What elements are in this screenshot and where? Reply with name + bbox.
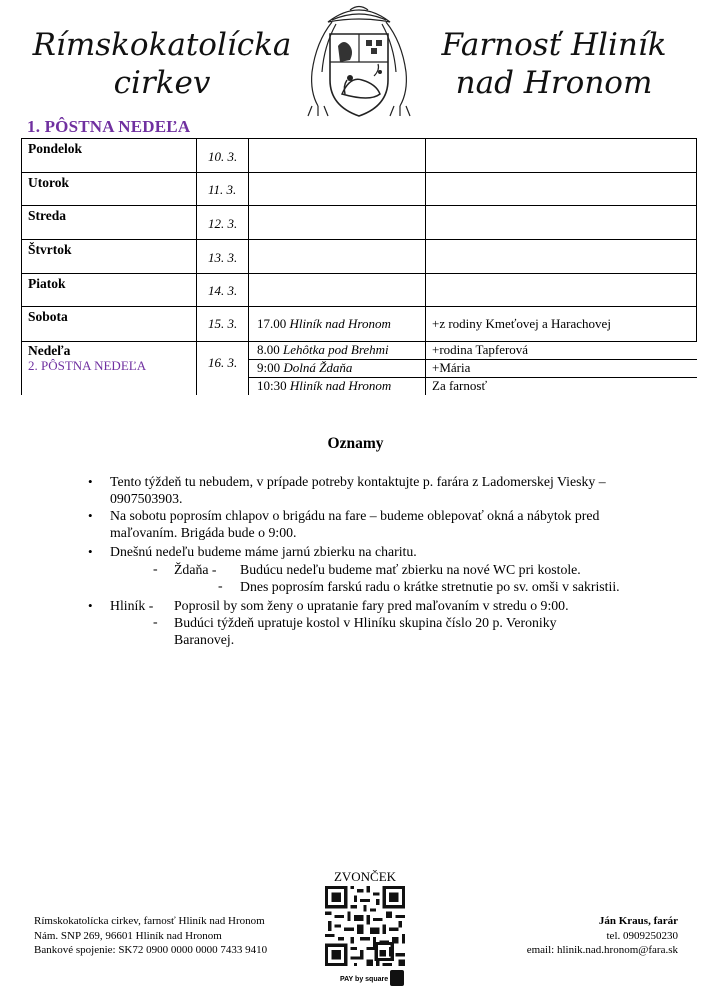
- dash-marker: -: [153, 614, 158, 629]
- mass-place: Lehôtka pod Brehmi: [283, 342, 389, 357]
- date-label: 11. 3.: [208, 182, 237, 197]
- table-border-right: [696, 138, 697, 342]
- dash-marker: -: [218, 578, 223, 593]
- footer-address: Nám. SNP 269, 96601 Hliník nad Hronom: [34, 929, 222, 942]
- hlinik-item-2-line2: Baranovej.: [174, 632, 235, 647]
- hlinik-item-2-line1: Budúci týždeň upratuje kostol v Hliníku skupina číslo 20 p. Veroniky: [174, 615, 557, 630]
- dash-marker: -: [153, 561, 158, 576]
- pay-by-square-logo-icon: [390, 970, 404, 986]
- footer-right: [430, 914, 678, 958]
- hlinik-label: Hliník -: [110, 598, 154, 613]
- announcement-2-line1: Na sobotu poprosím chlapov o brigádu na fare – budeme oblepovať okná a nábytok pred: [110, 508, 600, 523]
- bullet-icon: •: [88, 474, 93, 489]
- header-left-line2: cirkev: [113, 65, 211, 101]
- table-divider-1: [196, 138, 197, 395]
- bullet-icon: •: [88, 598, 93, 613]
- mass-entry: [257, 378, 391, 394]
- week-title: 1. PÔSTNA NEDEĽA: [27, 117, 191, 136]
- day-label: Štvrtok: [28, 242, 72, 257]
- day-label: Sobota: [28, 309, 68, 324]
- mass-place: Hliník nad Hronom: [289, 316, 391, 331]
- header-left-line1: Rímskokatolícka: [32, 27, 292, 63]
- mass-intention: +Mária: [432, 360, 471, 375]
- footer-bank: Bankové spojenie: SK72 0900 0000 0000 7433 9410: [34, 944, 268, 956]
- table-row-line: [21, 306, 697, 307]
- table-border-top: [21, 138, 697, 139]
- header-right: [414, 26, 694, 102]
- schedule-table: [21, 138, 697, 395]
- table-divider-3: [425, 138, 426, 395]
- zdana-item-2: Dnes poprosím farskú radu o krátke stretnutie po sv. omši v sakristii.: [240, 579, 620, 594]
- header-right-line2: nad Hronom: [455, 65, 653, 101]
- table-row-line: [21, 172, 697, 173]
- hlinik-item-1: Poprosil by som ženy o upratanie fary pred maľovaním v stredu o 9:00.: [174, 598, 569, 613]
- announcement-1-line1: Tento týždeň tu nebudem, v prípade potreby kontaktujte p. farára z Ladomerskej Viesky –: [110, 474, 606, 489]
- day-label: Utorok: [28, 175, 70, 190]
- date-label: 16. 3.: [208, 355, 238, 370]
- day-label: Streda: [28, 208, 67, 223]
- date-label: 10. 3.: [208, 149, 238, 164]
- header-left: [22, 26, 302, 102]
- qr-label: ZVONČEK: [333, 869, 397, 884]
- table-row-line: [21, 239, 697, 240]
- day-label: Pondelok: [28, 141, 83, 156]
- announcement-3: Dnešnú nedeľu budeme máme jarnú zbierku na charitu.: [110, 544, 417, 559]
- footer-email: email: hlinik.nad.hronom@fara.sk: [526, 944, 678, 956]
- pay-by-square-label: PAY by square: [340, 976, 389, 983]
- date-label: 13. 3.: [208, 250, 238, 265]
- table-divider-2: [248, 138, 249, 395]
- footer-phone: tel. 0909250230: [606, 929, 678, 942]
- table-border-left: [21, 138, 22, 395]
- announcements-title: Oznamy: [327, 435, 384, 452]
- mass-time: 10:30: [257, 378, 287, 393]
- mass-place: Dolná Ždaňa: [283, 360, 353, 375]
- announcement-2-line2: maľovaním. Brigáda bude o 9:00.: [110, 525, 297, 540]
- table-row-line: [21, 273, 697, 274]
- mass-intention: Za farnosť: [432, 378, 488, 393]
- mass-time: 9:00: [257, 360, 281, 375]
- mass-entry: [257, 360, 352, 376]
- header-right-line1: Farnosť Hliník: [441, 27, 667, 63]
- mass-intention: +z rodiny Kmeťovej a Harachovej: [432, 316, 611, 331]
- day-subtitle: 2. PÔSTNA NEDEĽA: [28, 358, 147, 373]
- date-label: 12. 3.: [208, 216, 238, 231]
- mass-time: 8.00: [257, 342, 280, 357]
- mass-entry: [257, 342, 389, 358]
- table-row-line: [21, 205, 697, 206]
- day-label: Nedeľa: [28, 343, 71, 358]
- bullet-icon: •: [88, 508, 93, 523]
- announcement-1-line2: 0907503903.: [110, 491, 183, 506]
- zdana-item-1: Budúcu nedeľu budeme mať zbierku na nové WC pri kostole.: [240, 562, 581, 577]
- footer-left: [34, 914, 267, 958]
- qr-code-icon: [325, 886, 405, 966]
- mass-time: 17.00: [257, 316, 287, 331]
- date-label: 14. 3.: [208, 283, 238, 298]
- mass-intention: +rodina Tapferová: [432, 342, 529, 357]
- footer-priest: Ján Kraus, farár: [598, 915, 678, 927]
- day-label: Piatok: [28, 276, 66, 291]
- footer-org: Rímskokatolícka cirkev, farnosť Hliník nad Hronom: [34, 915, 265, 927]
- coat-of-arms-icon: [298, 2, 420, 120]
- mass-entry: [257, 316, 391, 332]
- mass-place: Hliník nad Hronom: [289, 378, 392, 393]
- date-label: 15. 3.: [208, 316, 238, 331]
- bullet-icon: •: [88, 544, 93, 559]
- zdana-label: Ždaňa -: [174, 562, 217, 577]
